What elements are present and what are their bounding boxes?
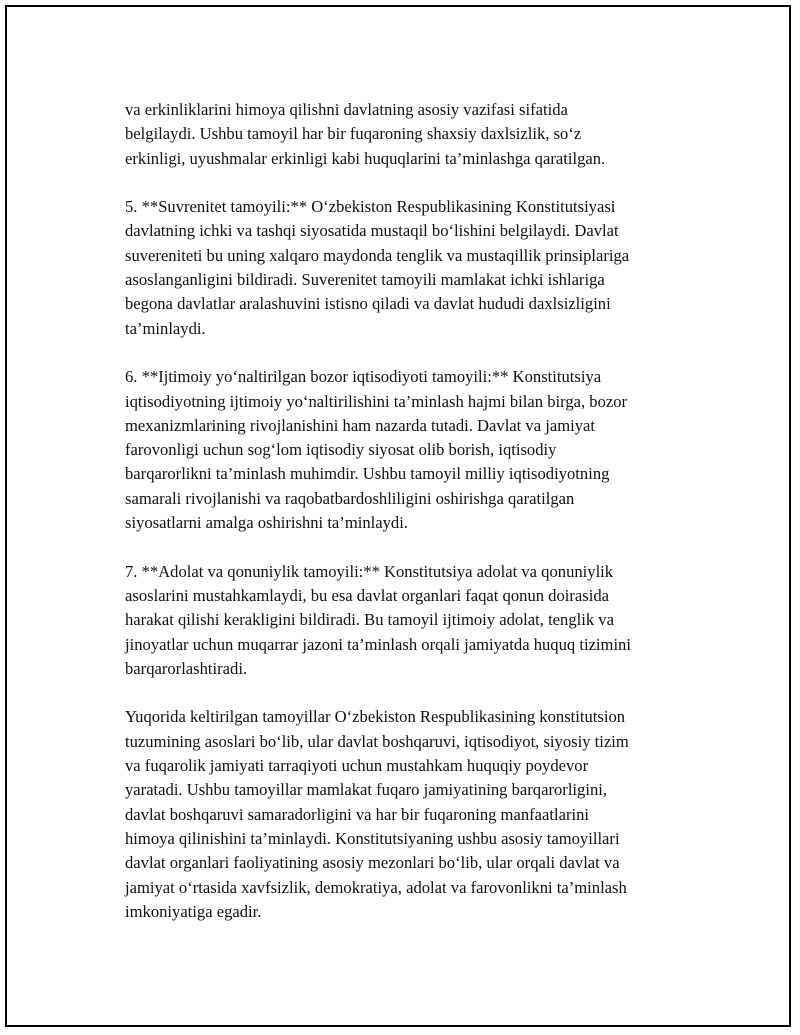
paragraph-conclusion: Yuqorida keltirilgan tamoyillar O‘zbekiston Respublikasining konstitutsion tuzumining asoslari bo‘lib, ular davlat boshqaruvi, iqtisodiyot, siyosiy tizim va fuqarolik jamiyati tarraqiyoti uchun mustahkam huquqiy poydevor yaratadi. Ushbu tamoyillar mamlakat fuqaro jamiyatining barqarorligini, davlat boshqaruvi samaradorligini va har bir fuqaroning manfaatlarini himoya qilinishini ta’minlaydi. Konstitutsiyaning ushbu asosiy tamoyillari davlat organlari faoliyatining asosiy mezonlari bo‘lib, ular orqali davlat va jamiyat o‘rtasida xavfsizlik, demokratiya, adolat va farovonlikni ta’minlash imkoniyatiga egadir. [125, 707, 629, 921]
paragraph-social-market-economy-principle: 6. **Ijtimoiy yo‘naltirilgan bozor iqtisodiyoti tamoyili:** Konstitutsiya iqtisodiyotning ijtimoiy yo‘naltirilishini ta’minlash hajmi bilan birga, bozor mexanizmlarining rivojlanishini ham nazarda tutadi. Davlat va jamiyat farovonligi uchun sog‘lom iqtisodiy siyosat olib borish, iqtisodiy barqarorlikni ta’minlash muhimdir. Ushbu tamoyil milliy iqtisodiyotning samarali rivojlanishi va raqobatbardoshliligini oshirishga qaratilgan siyosatlarni amalga oshirishni ta’minlaydi. [125, 367, 628, 533]
paragraph-justice-legality-principle: 7. **Adolat va qonuniylik tamoyili:** Konstitutsiya adolat va qonuniylik asoslarini mustahkamlaydi, bu esa davlat organlari faqat qonun doirasida harakat qilishi kerakligini bildiradi. Bu tamoyil ijtimoiy adolat, tenglik va jinoyatlar uchun muqarrar jazoni ta’minlash orqali jamiyatda huquq tizimini barqarorlashtiradi. [125, 561, 631, 678]
page-frame [5, 5, 791, 1027]
document-body [125, 98, 695, 948]
paragraph-sovereignty-principle: 5. **Suvrenitet tamoyili:** O‘zbekiston Respublikasining Konstitutsiyasi davlatning ichki va tashqi siyosatida mustaqil bo‘lishini belgilaydi. Davlat suvereniteti bu uning xalqaro maydonda tenglik va mustaqillik prinsiplariga asoslanganligini bildiradi. Suverenitet tamoyili mamlakat ichki ishlariga begona davlatlar aralashuvini istisno qiladi va davlat hududi daxlsizligini ta’minlaydi. [125, 197, 630, 338]
paragraph-continuation: va erkinliklarini himoya qilishni davlatning asosiy vazifasi sifatida belgilaydi. Ushbu tamoyil har bir fuqaroning shaxsiy daxlsizlik, so‘z erkinligi, uyushmalar erkinligi kabi huquqlarini ta’minlashga qaratilgan. [125, 100, 606, 168]
